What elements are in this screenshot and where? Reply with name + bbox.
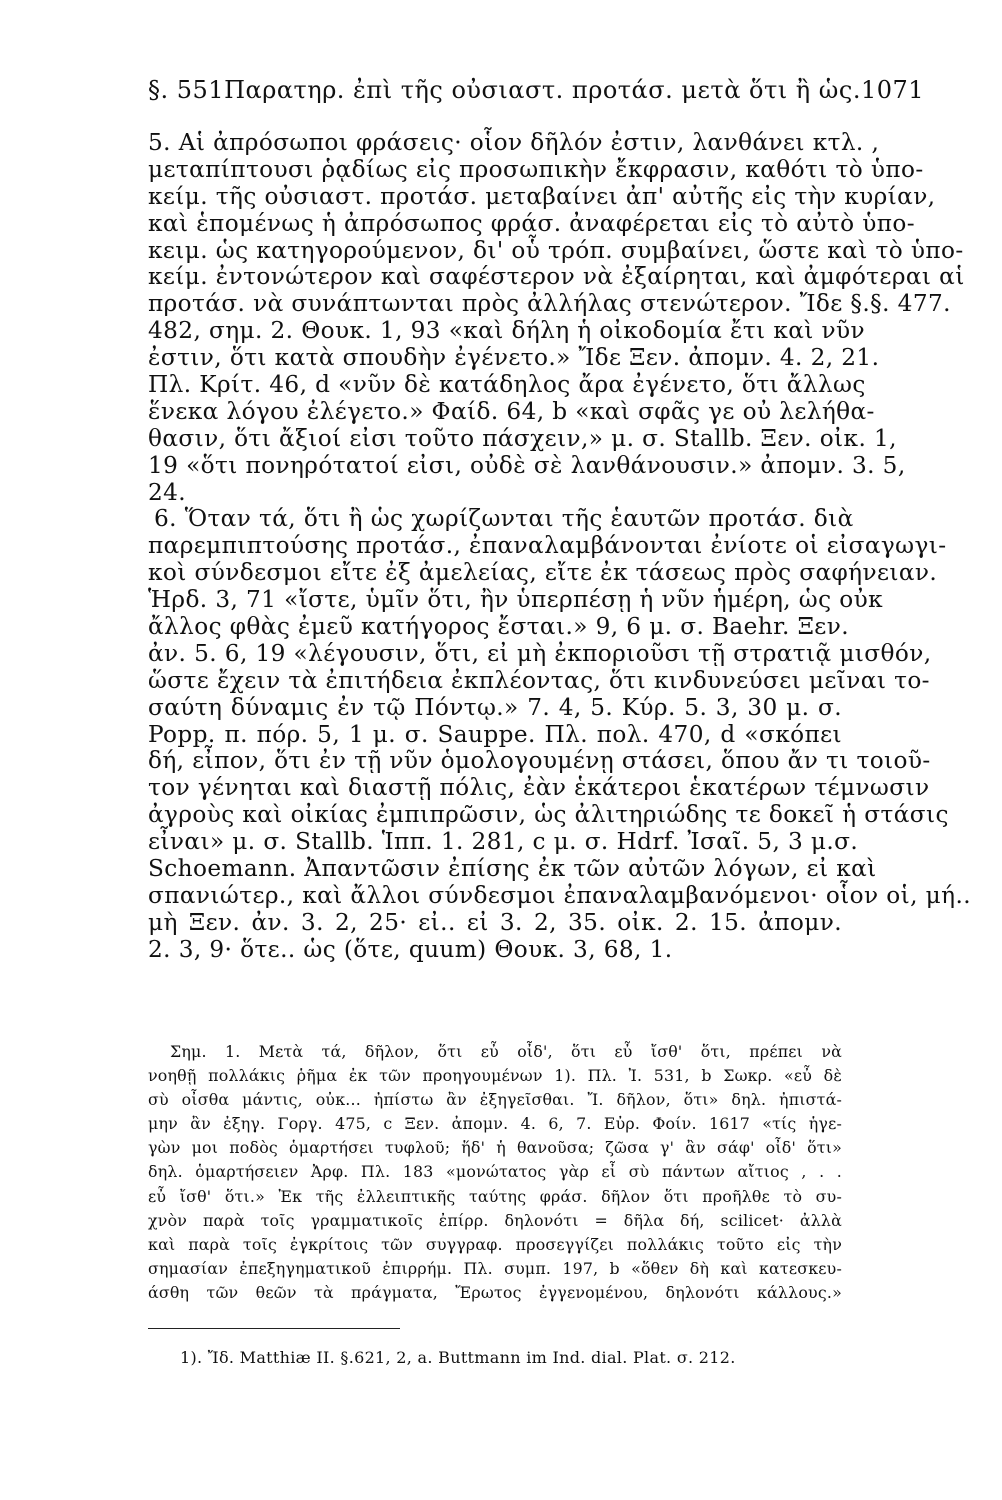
note-line: σὺ οἶσθα μάντις, οὐκ... ἠπίστω ἂν ἐξηγεῖσθαι. Ἴ. δῆλον, ὅτι» δηλ. ἠπιστά- — [148, 1090, 842, 1110]
page-number: 1071 — [860, 76, 925, 104]
text-line: 482, σημ. 2. Θουκ. 1, 93 «καὶ δήλη ἡ οἰκοδομία ἔτι καὶ νῦν — [148, 317, 866, 345]
note-line: άσθη τῶν θεῶν τὰ πράγματα, Ἔρωτος ἐγγενομένου, δηλονότι κάλλους.» — [148, 1282, 842, 1302]
note-line: χνὸν παρὰ τοῖς γραμματικοῖς ἐπίρρ. δηλονότι = δῆλα δή, scilicet· ἀλλὰ — [148, 1210, 842, 1230]
text-line: καὶ ἑπομένως ἡ ἀπρόσωπος φράσ. ἀναφέρεται εἰς τὸ αὐτὸ ὑπο- — [148, 209, 915, 237]
main-text — [148, 129, 971, 964]
running-title: Παρατηρ. ἐπὶ τῆς οὐσιαστ. προτάσ. μετὰ ὅτι ἢ ὡς. — [224, 76, 861, 104]
text-line: Popp. π. πόρ. 5, 1 μ. σ. Sauppe. Πλ. πολ. 470, d «σκόπει — [148, 720, 842, 748]
note-line: εὖ ἴσθ' ὅτι.» Ἐκ τῆς ἐλλειπτικῆς ταύτης φράσ. δῆλον ὅτι προῆλθε τὸ συ- — [148, 1186, 842, 1206]
text-line: κοὶ σύνδεσμοι εἴτε ἐξ ἀμελείας, εἴτε ἐκ τάσεως πρὸς σαφήνειαν. — [148, 559, 938, 587]
text-line: μὴ Ξεν. ἀν. 3. 2, 25· εἰ.. εἰ 3. 2, 35. οἰκ. 2. 15. ἀπομν. — [148, 908, 842, 936]
text-line: εἶναι» μ. σ. Stallb. Ἱππ. 1. 281, c μ. σ. Hdrf. Ἰσαῖ. 5, 3 μ.σ. — [148, 828, 859, 856]
text-line: 19 «ὅτι πονηρότατοί εἰσι, οὐδὲ σὲ λανθάνουσιν.» ἀπομν. 3. 5, — [148, 451, 906, 479]
text-line: Πλ. Κρίτ. 46, d «νῦν δὲ κατάδηλος ἄρα ἐγένετο, ὅτι ἄλλως — [148, 371, 866, 399]
text-line: ἄλλος φθὰς ἐμεῦ κατήγορος ἔσται.» 9, 6 μ. σ. Baehr. Ξεν. — [148, 613, 849, 641]
text-line: θασιν, ὅτι ἄξιοί εἰσι τοῦτο πάσχειν,» μ. σ. Stallb. Ξεν. οἰκ. 1, — [148, 424, 897, 452]
note-line: Σημ. 1. Μετὰ τά, δῆλον, ὅτι εὖ οἶδ', ὅτι εὖ ἴσθ' ὅτι, πρέπει νὰ — [170, 1042, 842, 1061]
text-line: ἕνεκα λόγου ἐλέγετο.» Φαίδ. 64, b «καὶ σφᾶς γε οὐ λελήθα- — [148, 397, 875, 425]
note-line: σημασίαν ἐπεξηγηματικοῦ ἐπιρρήμ. Πλ. συμπ. 197, b «ὅθεν δὴ καὶ κατεσκευ- — [148, 1258, 842, 1278]
text-line: κειμ. ὡς κατηγορούμενον, δι' οὗ τρόπ. συμβαίνει, ὥστε καὶ τὸ ὑπο- — [148, 236, 964, 264]
text-line: μεταπίπτουσι ῥᾳδίως εἰς προσωπικὴν ἔκφρασιν, καθότι τὸ ὑπο- — [148, 155, 924, 183]
text-line: ὥστε ἔχειν τὰ ἐπιτήδεια ἐκπλέοντας, ὅτι κινδυνεύσει μεῖναι το- — [148, 666, 930, 694]
running-head — [148, 76, 925, 104]
note-line: καὶ παρὰ τοῖς ἐγκρίτοις τῶν συγγραφ. προσεγγίζει πολλάκις τοῦτο εἰς τὴν — [148, 1234, 842, 1254]
text-line: 5. Αἱ ἀπρόσωποι φράσεις· οἷον δῆλόν ἐστιν, λανθάνει κτλ. , — [148, 129, 880, 156]
text-line: σπανιώτερ., καὶ ἄλλοι σύνδεσμοι ἐπαναλαμβανόμενοι· οἷον οἱ, μή.. — [148, 881, 971, 909]
text-line: ἀν. 5. 6, 19 «λέγουσιν, ὅτι, εἰ μὴ ἐκποριοῦσι τῇ στρατιᾷ μισθόν, — [148, 639, 932, 667]
text-line: Schoemann. Ἀπαντῶσιν ἐπίσης ἐκ τῶν αὐτῶν λόγων, εἰ καὶ — [148, 855, 877, 883]
text-line: παρεμπιπτούσης προτάσ., ἐπαναλαμβάνονται ἐνίοτε οἱ εἰσαγωγι- — [148, 532, 947, 560]
text-line: 6. Ὅταν τά, ὅτι ἢ ὡς χωρίζωνται τῆς ἑαυτῶν προτάσ. διὰ — [154, 505, 854, 533]
text-line: κείμ. τῆς οὐσιαστ. προτάσ. μεταβαίνει ἀπ' αὐτῆς εἰς τὴν κυρίαν, — [148, 182, 936, 210]
text-line: ἀγροὺς καὶ οἰκίας ἐμπιπρῶσιν, ὡς ἀλιτηριώδης τε δοκεῖ ἡ στάσις — [148, 801, 949, 829]
note-line: νοηθῇ πολλάκις ῥῆμα ἐκ τῶν προηγουμένων 1). Πλ. Ἰ. 531, b Σωκρ. «εὖ δὲ — [148, 1066, 842, 1086]
note-line: γὼν μοι ποδὸς ὁμαρτήσει τυφλοῦ; ἥδ' ἡ θανοῦσα; ζῶσα γ' ἂν σάφ' οἶδ' ὅτι» — [148, 1138, 842, 1158]
note-line: μην ἂν ἐξηγ. Γοργ. 475, c Ξεν. ἀπομν. 4. 6, 7. Εὐρ. Φοίν. 1617 «τίς ἡγε- — [148, 1114, 842, 1134]
text-line: 2. 3, 9· ὅτε.. ὡς (ὅτε, quum) Θουκ. 3, 68, 1. — [148, 935, 673, 963]
text-line: σαύτη δύναμις ἐν τῷ Πόντῳ.» 7. 4, 5. Κύρ. 5. 3, 30 μ. σ. — [148, 693, 842, 721]
footnote: 1). Ἴδ. Matthiæ II. §.621, 2, a. Buttmann im Ind. dial. Plat. σ. 212. — [180, 1348, 736, 1367]
text-line: ἐστιν, ὅτι κατὰ σπουδὴν ἐγένετο.» Ἴδε Ξεν. ἀπομν. 4. 2, 21. — [148, 344, 880, 372]
note-block — [148, 1040, 842, 1305]
text-line: Ἡρδ. 3, 71 «ἴστε, ὑμῖν ὅτι, ἢν ὑπερπέσῃ ἡ νῦν ἡμέρη, ὡς οὐκ — [148, 586, 883, 614]
text-line: 24. — [148, 478, 187, 506]
text-line: προτάσ. νὰ συνάπτωνται πρὸς ἀλλήλας στενώτερον. Ἴδε §.§. 477. — [148, 290, 951, 318]
section-number: §. 551 — [148, 76, 225, 104]
text-line: τον γένηται καὶ διαστῇ πόλις, ἐὰν ἑκάτεροι ἑκατέρων τέμνωσιν — [148, 774, 930, 802]
footnote-rule — [148, 1328, 400, 1329]
note-line: δηλ. ὁμαρτήσειεν Ἀρφ. Πλ. 183 «μονώτατος γὰρ εἶ σὺ πάντων αἴτιος , . . — [148, 1162, 842, 1182]
text-line: κείμ. ἐντονώτερον καὶ σαφέστερον νὰ ἐξαίρηται, καὶ ἀμφότεραι αἱ — [148, 263, 965, 291]
text-line: δή, εἶπον, ὅτι ἐν τῇ νῦν ὁμολογουμένῃ στάσει, ὅπου ἄν τι τοιοῦ- — [148, 747, 931, 775]
